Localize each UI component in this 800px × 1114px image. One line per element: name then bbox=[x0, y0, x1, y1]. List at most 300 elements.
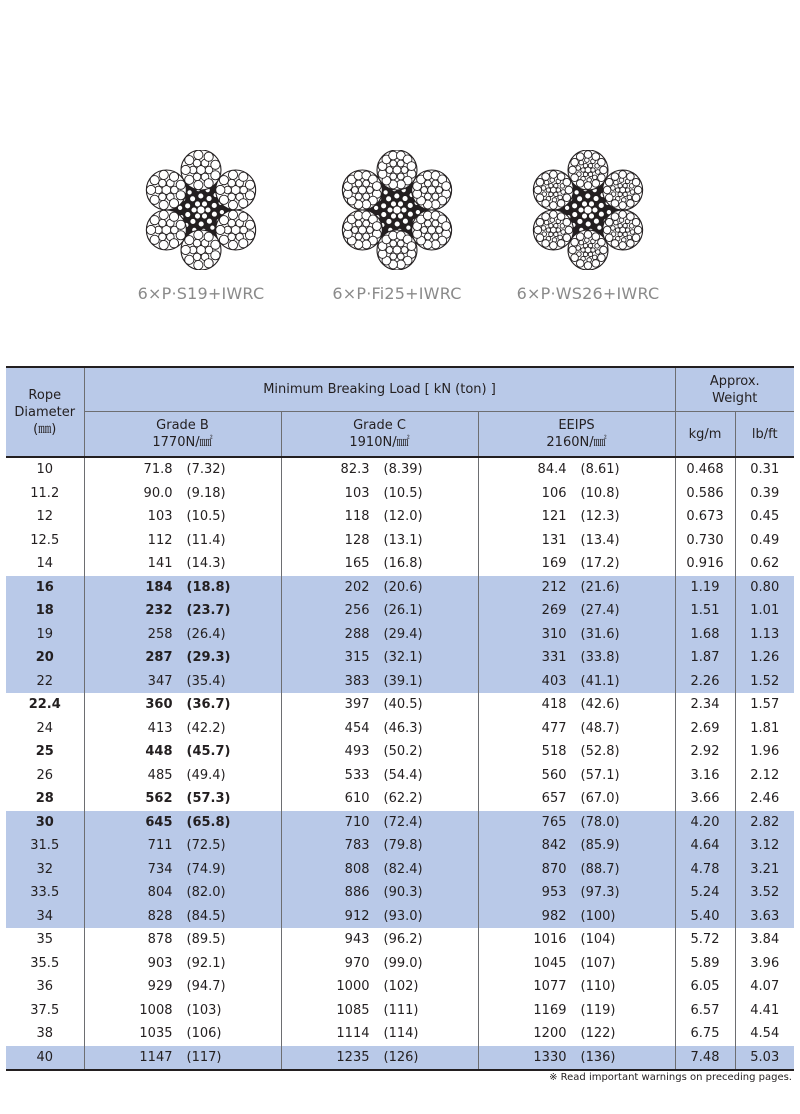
eeips-ton: (31.6) bbox=[580, 626, 620, 642]
eeips-ton: (52.8) bbox=[580, 744, 620, 760]
eeips-ton: (78.0) bbox=[580, 814, 620, 830]
rope-diameter-cell: 16 bbox=[6, 576, 84, 600]
grade-b-cell bbox=[84, 552, 281, 576]
grade-c-cell bbox=[281, 881, 478, 905]
eeips-kn: 269 bbox=[541, 603, 567, 619]
rope-diameter-cell: 35 bbox=[36, 932, 54, 948]
eeips-ton: (12.3) bbox=[580, 509, 620, 525]
grade-c-ton: (72.4) bbox=[383, 814, 423, 830]
weight-kgm-cell: 5.89 bbox=[675, 952, 735, 976]
grade-b-kn: 184 bbox=[145, 579, 173, 595]
grade-b-cell bbox=[84, 834, 281, 858]
grade-b-kn: 645 bbox=[145, 814, 173, 830]
grade-b-ton: (23.7) bbox=[186, 603, 231, 619]
weight-lbft-cell: 0.49 bbox=[735, 529, 794, 553]
header-lbft: lb/ft bbox=[735, 412, 794, 458]
rope-diameter-cell: 11.2 bbox=[30, 485, 60, 501]
grade-b-kn: 360 bbox=[145, 697, 173, 713]
eeips-ton: (17.2) bbox=[580, 556, 620, 572]
rope-diameter-cell: 36 bbox=[36, 979, 54, 995]
rope-diameter-cell: 34 bbox=[6, 905, 84, 929]
eeips-ton: (41.1) bbox=[580, 673, 620, 689]
rope-diameter-cell: 22.4 bbox=[28, 697, 61, 713]
grade-c-cell bbox=[281, 717, 478, 741]
grade-c-kn: 808 bbox=[344, 861, 370, 877]
eeips-cell bbox=[478, 928, 675, 952]
grade-b-ton: (49.4) bbox=[186, 767, 226, 783]
grade-b-kn: 929 bbox=[147, 979, 173, 995]
grade-c-kn: 315 bbox=[344, 650, 370, 666]
grade-b-cell bbox=[84, 811, 281, 835]
rope-diameter-cell: 28 bbox=[35, 791, 54, 807]
grade-c-ton: (99.0) bbox=[383, 955, 423, 971]
grade-c-cell bbox=[281, 975, 478, 999]
eeips-cell bbox=[478, 905, 675, 929]
weight-kgm-cell: 7.48 bbox=[675, 1046, 735, 1071]
weight-kgm-cell: 4.64 bbox=[675, 834, 735, 858]
rope-diameter-cell: 26 bbox=[36, 767, 54, 783]
weight-kgm-cell: 6.05 bbox=[675, 975, 735, 999]
header-weight-line1: Approx. bbox=[709, 373, 760, 389]
eeips-cell bbox=[478, 693, 675, 717]
eeips-kn: 212 bbox=[541, 579, 567, 595]
grade-c-cell bbox=[281, 693, 478, 717]
grade-b-ton: (92.1) bbox=[186, 955, 226, 971]
header-grade-c bbox=[281, 412, 478, 458]
figure-caption: 6×P·S19+IWRC bbox=[137, 284, 265, 303]
eeips-kn: 1045 bbox=[533, 955, 567, 971]
eeips-cell bbox=[478, 670, 675, 694]
eeips-cell bbox=[478, 952, 675, 976]
grade-b-cell bbox=[84, 952, 281, 976]
rope-diameter-cell: 18 bbox=[6, 599, 84, 623]
grade-b-ton: (57.3) bbox=[186, 791, 231, 807]
grade-b-kn: 1008 bbox=[139, 1002, 173, 1018]
grade-b-kn: 1035 bbox=[139, 1026, 173, 1042]
weight-lbft-cell: 2.82 bbox=[735, 811, 794, 835]
grade-c-cell bbox=[281, 999, 478, 1023]
grade-b-kn: 448 bbox=[145, 744, 173, 760]
eeips-ton: (136) bbox=[580, 1049, 616, 1065]
eeips-cell bbox=[478, 1022, 675, 1046]
wire-rope-cross-section-s19-icon bbox=[136, 150, 266, 270]
eeips-cell bbox=[478, 764, 675, 788]
eeips-ton: (107) bbox=[580, 955, 616, 971]
rope-cross-sections bbox=[0, 140, 800, 330]
table-row bbox=[6, 952, 794, 976]
weight-kgm-cell: 5.24 bbox=[675, 881, 735, 905]
grade-b-ton: (36.7) bbox=[186, 697, 231, 713]
eeips-cell bbox=[478, 1046, 675, 1071]
weight-lbft-cell: 0.39 bbox=[735, 482, 794, 506]
eeips-kn: 1330 bbox=[533, 1049, 567, 1065]
eeips-cell bbox=[478, 457, 675, 482]
eeips-cell bbox=[478, 576, 675, 600]
weight-lbft-cell: 4.54 bbox=[735, 1022, 794, 1046]
header-grade-b-name: Grade B bbox=[156, 418, 209, 433]
eeips-ton: (48.7) bbox=[580, 720, 620, 736]
grade-b-cell bbox=[84, 576, 281, 600]
eeips-kn: 765 bbox=[541, 814, 567, 830]
weight-kgm-cell: 1.51 bbox=[675, 599, 735, 623]
weight-lbft-cell: 1.52 bbox=[735, 670, 794, 694]
grade-c-cell bbox=[281, 1046, 478, 1071]
weight-kgm-cell: 1.68 bbox=[675, 623, 735, 647]
weight-lbft-cell: 5.03 bbox=[735, 1046, 794, 1071]
eeips-kn: 1169 bbox=[533, 1002, 567, 1018]
grade-b-ton: (103) bbox=[186, 1002, 222, 1018]
weight-kgm-cell: 2.34 bbox=[675, 693, 735, 717]
grade-c-ton: (8.39) bbox=[383, 462, 423, 478]
grade-c-kn: 943 bbox=[344, 932, 370, 948]
eeips-ton: (88.7) bbox=[580, 861, 620, 877]
table-row bbox=[6, 881, 794, 905]
table-row bbox=[6, 740, 794, 764]
grade-c-cell bbox=[281, 482, 478, 506]
rope-diameter-cell: 35.5 bbox=[30, 955, 60, 971]
eeips-kn: 418 bbox=[541, 697, 567, 713]
grade-c-ton: (90.3) bbox=[383, 885, 423, 901]
weight-kgm-cell: 0.730 bbox=[675, 529, 735, 553]
weight-lbft-cell: 3.84 bbox=[735, 928, 794, 952]
grade-b-kn: 90.0 bbox=[143, 485, 173, 501]
eeips-ton: (67.0) bbox=[580, 791, 620, 807]
header-eeips bbox=[478, 412, 675, 458]
eeips-kn: 842 bbox=[541, 838, 567, 854]
grade-b-ton: (106) bbox=[186, 1026, 222, 1042]
grade-b-kn: 258 bbox=[147, 626, 173, 642]
grade-c-kn: 288 bbox=[344, 626, 370, 642]
grade-c-cell bbox=[281, 787, 478, 811]
rope-diameter-cell: 20 bbox=[6, 646, 84, 670]
grade-b-kn: 141 bbox=[147, 556, 173, 572]
grade-b-cell bbox=[84, 1022, 281, 1046]
eeips-kn: 1016 bbox=[533, 932, 567, 948]
eeips-cell bbox=[478, 529, 675, 553]
grade-c-kn: 118 bbox=[344, 509, 370, 525]
grade-b-ton: (82.0) bbox=[186, 885, 226, 901]
figure-caption: 6×P·Fi25+IWRC bbox=[332, 284, 462, 303]
warning-note: ※ Read important warnings on preceding pages. bbox=[549, 1072, 792, 1083]
grade-c-ton: (82.4) bbox=[383, 861, 423, 877]
eeips-cell bbox=[478, 834, 675, 858]
eeips-cell bbox=[478, 482, 675, 506]
eeips-ton: (119) bbox=[580, 1002, 616, 1018]
grade-b-cell bbox=[84, 999, 281, 1023]
weight-kgm-cell: 4.20 bbox=[675, 811, 735, 835]
weight-lbft-cell: 3.21 bbox=[735, 858, 794, 882]
rope-diameter-cell: 10 bbox=[36, 462, 54, 478]
grade-c-ton: (20.6) bbox=[383, 579, 423, 595]
grade-c-kn: 710 bbox=[344, 814, 370, 830]
grade-b-kn: 828 bbox=[147, 908, 173, 924]
table-row bbox=[6, 693, 794, 717]
table-body bbox=[6, 457, 794, 1070]
table-row bbox=[6, 905, 794, 929]
grade-b-ton: (26.4) bbox=[186, 626, 226, 642]
grade-b-cell bbox=[84, 905, 281, 929]
table-row bbox=[6, 552, 794, 576]
weight-lbft-cell: 3.52 bbox=[735, 881, 794, 905]
table-row bbox=[6, 975, 794, 999]
eeips-cell bbox=[478, 787, 675, 811]
weight-lbft-cell: 3.96 bbox=[735, 952, 794, 976]
grade-b-cell bbox=[84, 693, 281, 717]
grade-c-kn: 1235 bbox=[336, 1049, 370, 1065]
weight-kgm-cell: 3.16 bbox=[675, 764, 735, 788]
weight-lbft-cell: 2.12 bbox=[735, 764, 794, 788]
grade-b-ton: (18.8) bbox=[186, 579, 231, 595]
grade-b-ton: (45.7) bbox=[186, 744, 231, 760]
weight-kgm-cell: 3.66 bbox=[675, 787, 735, 811]
weight-kgm-cell: 5.72 bbox=[675, 928, 735, 952]
grade-c-ton: (114) bbox=[383, 1026, 419, 1042]
eeips-cell bbox=[478, 623, 675, 647]
grade-b-kn: 562 bbox=[145, 791, 173, 807]
grade-b-cell bbox=[84, 599, 281, 623]
grade-c-kn: 533 bbox=[344, 767, 370, 783]
table-row bbox=[6, 623, 794, 647]
header-mbl: Minimum Breaking Load [ kN (ton) ] bbox=[84, 367, 675, 412]
eeips-cell bbox=[478, 999, 675, 1023]
table-row bbox=[6, 764, 794, 788]
weight-lbft-cell: 0.45 bbox=[735, 505, 794, 529]
grade-b-cell bbox=[84, 717, 281, 741]
header-kgm: kg/m bbox=[675, 412, 735, 458]
weight-lbft-cell: 1.81 bbox=[735, 717, 794, 741]
grade-b-ton: (94.7) bbox=[186, 979, 226, 995]
eeips-cell bbox=[478, 881, 675, 905]
grade-b-kn: 804 bbox=[147, 885, 173, 901]
grade-c-cell bbox=[281, 834, 478, 858]
grade-c-cell bbox=[281, 529, 478, 553]
header-rope-label: Rope bbox=[28, 387, 62, 403]
grade-b-cell bbox=[84, 740, 281, 764]
weight-lbft-cell: 4.07 bbox=[735, 975, 794, 999]
grade-c-kn: 103 bbox=[344, 485, 370, 501]
rope-diameter-cell: 24 bbox=[36, 720, 54, 736]
rope-diameter-cell: 22 bbox=[6, 670, 84, 694]
grade-c-cell bbox=[281, 928, 478, 952]
table-row bbox=[6, 811, 794, 835]
weight-kgm-cell: 0.468 bbox=[675, 457, 735, 482]
weight-kgm-cell: 6.57 bbox=[675, 999, 735, 1023]
grade-b-ton: (72.5) bbox=[186, 838, 226, 854]
grade-c-kn: 912 bbox=[344, 908, 370, 924]
grade-b-kn: 711 bbox=[147, 838, 173, 854]
eeips-kn: 403 bbox=[541, 673, 567, 689]
weight-lbft-cell: 0.31 bbox=[735, 457, 794, 482]
grade-b-ton: (14.3) bbox=[186, 556, 226, 572]
eeips-kn: 310 bbox=[541, 626, 567, 642]
eeips-ton: (10.8) bbox=[580, 485, 620, 501]
grade-c-ton: (46.3) bbox=[383, 720, 423, 736]
header-weight-line2: Weight bbox=[712, 390, 758, 406]
grade-b-cell bbox=[84, 646, 281, 670]
grade-c-cell bbox=[281, 576, 478, 600]
weight-kgm-cell: 5.40 bbox=[675, 905, 735, 929]
eeips-cell bbox=[478, 552, 675, 576]
grade-c-ton: (10.5) bbox=[383, 485, 423, 501]
table-row bbox=[6, 1022, 794, 1046]
grade-c-cell bbox=[281, 905, 478, 929]
grade-c-cell bbox=[281, 623, 478, 647]
eeips-kn: 1200 bbox=[533, 1026, 567, 1042]
table-row bbox=[6, 670, 794, 694]
eeips-kn: 657 bbox=[541, 791, 567, 807]
weight-kgm-cell: 4.78 bbox=[675, 858, 735, 882]
eeips-ton: (110) bbox=[580, 979, 616, 995]
grade-c-ton: (102) bbox=[383, 979, 419, 995]
header-grade-b bbox=[84, 412, 281, 458]
eeips-cell bbox=[478, 858, 675, 882]
grade-b-kn: 485 bbox=[147, 767, 173, 783]
grade-c-cell bbox=[281, 811, 478, 835]
grade-b-ton: (42.2) bbox=[186, 720, 226, 736]
table-row bbox=[6, 999, 794, 1023]
grade-b-kn: 734 bbox=[147, 861, 173, 877]
grade-b-kn: 413 bbox=[147, 720, 173, 736]
header-eeips-name: EEIPS bbox=[558, 418, 595, 433]
grade-b-ton: (29.3) bbox=[186, 650, 231, 666]
eeips-kn: 477 bbox=[541, 720, 567, 736]
header-weight bbox=[675, 367, 794, 412]
grade-c-cell bbox=[281, 505, 478, 529]
weight-lbft-cell: 1.96 bbox=[735, 740, 794, 764]
grade-c-ton: (39.1) bbox=[383, 673, 423, 689]
eeips-kn: 106 bbox=[541, 485, 567, 501]
table-row bbox=[6, 1046, 794, 1071]
grade-b-cell bbox=[84, 670, 281, 694]
grade-b-ton: (74.9) bbox=[186, 861, 226, 877]
rope-diameter-cell: 40 bbox=[6, 1046, 84, 1071]
grade-c-ton: (54.4) bbox=[383, 767, 423, 783]
grade-c-kn: 202 bbox=[344, 579, 370, 595]
eeips-kn: 169 bbox=[541, 556, 567, 572]
rope-diameter-cell: 37.5 bbox=[30, 1002, 60, 1018]
figure-fi25 bbox=[297, 150, 497, 303]
grade-c-ton: (62.2) bbox=[383, 791, 423, 807]
grade-b-kn: 112 bbox=[147, 532, 173, 548]
grade-c-kn: 783 bbox=[344, 838, 370, 854]
weight-kgm-cell: 6.75 bbox=[675, 1022, 735, 1046]
grade-c-kn: 128 bbox=[344, 532, 370, 548]
table-row bbox=[6, 505, 794, 529]
grade-b-cell bbox=[84, 787, 281, 811]
eeips-kn: 518 bbox=[541, 744, 567, 760]
eeips-kn: 870 bbox=[541, 861, 567, 877]
figure-ws26 bbox=[488, 150, 688, 303]
table-row bbox=[6, 599, 794, 623]
grade-c-kn: 454 bbox=[344, 720, 370, 736]
rope-diameter-cell: 33.5 bbox=[6, 881, 84, 905]
eeips-ton: (13.4) bbox=[580, 532, 620, 548]
eeips-ton: (100) bbox=[580, 908, 616, 924]
grade-c-ton: (96.2) bbox=[383, 932, 423, 948]
grade-c-cell bbox=[281, 858, 478, 882]
grade-c-ton: (29.4) bbox=[383, 626, 423, 642]
eeips-ton: (97.3) bbox=[580, 885, 620, 901]
eeips-kn: 121 bbox=[541, 509, 567, 525]
eeips-cell bbox=[478, 646, 675, 670]
grade-c-kn: 256 bbox=[344, 603, 370, 619]
header-grade-c-strength: 1910N/㎟ bbox=[349, 435, 410, 450]
eeips-cell bbox=[478, 717, 675, 741]
grade-c-ton: (50.2) bbox=[383, 744, 423, 760]
table-row bbox=[6, 787, 794, 811]
grade-b-cell bbox=[84, 529, 281, 553]
weight-lbft-cell: 1.57 bbox=[735, 693, 794, 717]
grade-c-kn: 82.3 bbox=[340, 462, 370, 478]
grade-b-cell bbox=[84, 482, 281, 506]
grade-c-cell bbox=[281, 599, 478, 623]
grade-c-kn: 610 bbox=[344, 791, 370, 807]
weight-kgm-cell: 0.916 bbox=[675, 552, 735, 576]
grade-b-cell bbox=[84, 623, 281, 647]
header-eeips-strength: 2160N/㎟ bbox=[546, 435, 607, 450]
eeips-ton: (104) bbox=[580, 932, 616, 948]
grade-b-ton: (117) bbox=[186, 1049, 222, 1065]
grade-c-cell bbox=[281, 457, 478, 482]
grade-c-cell bbox=[281, 740, 478, 764]
weight-kgm-cell: 0.586 bbox=[675, 482, 735, 506]
grade-c-kn: 1114 bbox=[336, 1026, 370, 1042]
weight-kgm-cell: 1.87 bbox=[675, 646, 735, 670]
grade-c-cell bbox=[281, 952, 478, 976]
grade-b-cell bbox=[84, 505, 281, 529]
wire-rope-cross-section-ws26-icon bbox=[523, 150, 653, 270]
table-row bbox=[6, 717, 794, 741]
weight-kgm-cell: 1.19 bbox=[675, 576, 735, 600]
rope-diameter-cell: 32 bbox=[6, 858, 84, 882]
rope-diameter-cell: 30 bbox=[6, 811, 84, 835]
grade-b-kn: 347 bbox=[147, 673, 173, 689]
grade-c-ton: (111) bbox=[383, 1002, 419, 1018]
grade-b-cell bbox=[84, 457, 281, 482]
eeips-ton: (42.6) bbox=[580, 697, 620, 713]
grade-c-kn: 1085 bbox=[336, 1002, 370, 1018]
eeips-kn: 560 bbox=[541, 767, 567, 783]
eeips-ton: (21.6) bbox=[580, 579, 620, 595]
eeips-kn: 331 bbox=[541, 650, 567, 666]
header-rope-diameter bbox=[6, 367, 84, 457]
grade-b-ton: (11.4) bbox=[186, 532, 226, 548]
grade-b-cell bbox=[84, 858, 281, 882]
weight-lbft-cell: 0.62 bbox=[735, 552, 794, 576]
table-row bbox=[6, 646, 794, 670]
weight-kgm-cell: 2.92 bbox=[675, 740, 735, 764]
grade-c-cell bbox=[281, 764, 478, 788]
table-row bbox=[6, 457, 794, 482]
table-row bbox=[6, 928, 794, 952]
grade-c-ton: (40.5) bbox=[383, 697, 423, 713]
grade-c-ton: (12.0) bbox=[383, 509, 423, 525]
weight-kgm-cell: 2.69 bbox=[675, 717, 735, 741]
grade-c-ton: (79.8) bbox=[383, 838, 423, 854]
grade-b-kn: 1147 bbox=[139, 1049, 173, 1065]
eeips-kn: 982 bbox=[541, 908, 567, 924]
grade-b-ton: (7.32) bbox=[186, 462, 226, 478]
grade-c-kn: 397 bbox=[344, 697, 370, 713]
grade-b-kn: 878 bbox=[147, 932, 173, 948]
grade-b-ton: (10.5) bbox=[186, 509, 226, 525]
grade-b-cell bbox=[84, 764, 281, 788]
weight-kgm-cell: 0.673 bbox=[675, 505, 735, 529]
grade-b-kn: 903 bbox=[147, 955, 173, 971]
table-row bbox=[6, 834, 794, 858]
table-row bbox=[6, 529, 794, 553]
grade-b-kn: 103 bbox=[147, 509, 173, 525]
